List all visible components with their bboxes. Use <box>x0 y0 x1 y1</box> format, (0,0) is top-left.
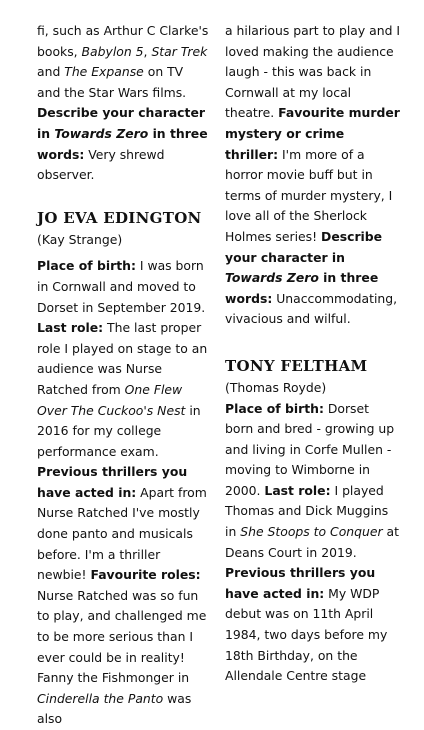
cast-name-heading: TONY FELTHAM <box>225 356 368 375</box>
question-label: Favourite roles: <box>90 567 201 583</box>
answer-text: The last proper role I played on stage to an audience was Nurse Ratched from <box>37 320 208 397</box>
question-label: Describe your character in <box>37 105 205 141</box>
show-title: Babylon 5 <box>81 43 144 59</box>
character-name: (Thomas Royde) <box>225 379 327 395</box>
play-title: One Flew Over The Cuckoo's Nest <box>37 381 186 418</box>
question-label: Place of birth: <box>225 400 324 416</box>
spacer <box>37 186 209 206</box>
question-label: Describe your character in <box>225 228 383 265</box>
question-label: Last role: <box>37 320 104 336</box>
answer-text: I'm more of a horror movie buff but in terms of murder mystery, I love all of the Sherlock Holmes series! <box>225 146 393 244</box>
play-title: She Stoops to Conquer <box>240 524 383 540</box>
play-title: Towards Zero <box>54 125 149 141</box>
answer-text: Nurse Ratched was so fun to play, and challenged me to be more serious than I ever could be in reality! Fanny the Fishmonger in <box>37 587 207 686</box>
question-label: in three words: <box>37 125 208 162</box>
show-title: The Expanse <box>64 64 144 80</box>
show-title: Star Trek <box>151 43 208 59</box>
answer-text: I played Thomas and Dick Muggins in <box>225 482 389 540</box>
continued-paragraph <box>225 21 401 330</box>
answer-text: was also <box>37 690 192 727</box>
question-label: Previous thrillers you have acted in: <box>225 565 376 601</box>
answer-text: in 2016 for my college performance exam. <box>37 402 201 459</box>
text: on TV and the Star Wars films. <box>37 64 187 100</box>
text: and <box>37 64 65 80</box>
left-column <box>37 21 209 730</box>
question-label: Last role: <box>264 482 331 498</box>
play-title: Cinderella the Panto <box>37 690 164 706</box>
question-label: Previous thrillers you have acted in: <box>37 464 188 500</box>
right-column <box>225 21 401 687</box>
intro-paragraph <box>37 21 209 186</box>
question-label: Place of birth: <box>37 258 136 274</box>
text: fi, such as Arthur C Clarke's books, <box>37 23 209 59</box>
text: , <box>143 43 152 59</box>
answer-text: Very shrewd observer. <box>37 146 165 183</box>
question-label: Favourite murder mystery or crime thriller: <box>225 105 400 162</box>
question-label: in three words: <box>225 270 379 306</box>
spacer <box>225 330 401 354</box>
answer-text: I was born in Cornwall and moved to Dorset in September 2019. <box>37 258 206 315</box>
answer-text: Unaccommodating, vivacious and wilful. <box>225 290 398 327</box>
character-name: (Kay Strange) <box>37 231 123 247</box>
cast-name-heading: JO EVA EDINGTON <box>37 208 202 227</box>
play-title: Towards Zero <box>225 270 319 286</box>
answer-text: at Deans Court in 2019. <box>225 524 399 560</box>
answer-text: Apart from Nurse Ratched I've mostly done panto and musicals before. I'm a thriller newbie! <box>37 484 207 583</box>
answer-text: Dorset born and bred - growing up and living in Corfe Mullen - moving to Wimborne in 2000. <box>225 400 395 498</box>
cast-bio-paragraph <box>225 399 401 687</box>
answer-text: a hilarious part to play and I loved making the audience laugh - this was back in Cornwall at my local theatre. <box>225 23 401 121</box>
answer-text: My WDP debut was on 11th April 1984, two days before my 18th Birthday, on the Allendale Centre stage <box>225 585 388 684</box>
cast-bio-paragraph <box>37 256 209 730</box>
